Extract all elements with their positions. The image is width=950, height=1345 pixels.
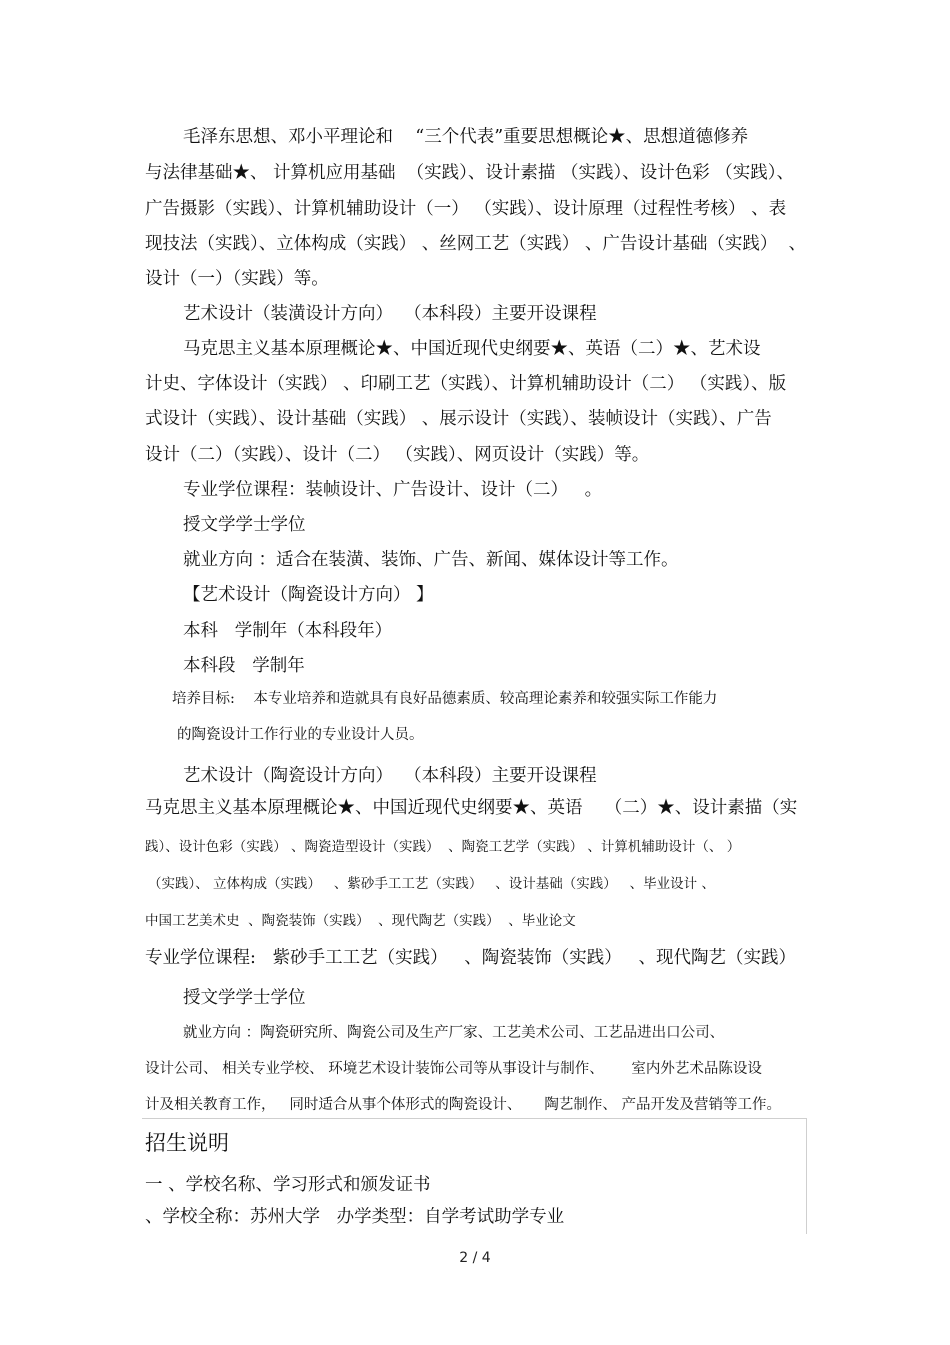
page-number: 2 / 4	[459, 1250, 491, 1266]
major-heading: 【艺术设计（陶瓷设计方向） 】	[183, 585, 434, 605]
text-line: 本科段 学制年	[183, 656, 305, 676]
text-line: （实践）、 立体构成（实践） 、紫砂手工工艺（实践） 、设计基础（实践） 、毕业设计 、	[148, 876, 715, 892]
text-line: 毛泽东思想、邓小平理论和 “三个代表”重要思想概论★、思想道德修养	[183, 127, 749, 147]
text-line: 马克思主义基本原理概论★、中国近现代史纲要★、英语（二）★、艺术设	[183, 339, 761, 359]
text-line: 设计公司、 相关专业学校、 环境艺术设计装饰公司等从事设计与制作、 室内外艺术品陈设设	[145, 1061, 762, 1077]
section-line: 、学校全称：苏州大学 办学类型：自学考试助学专业	[145, 1207, 565, 1227]
text-line: 式设计（实践）、设计基础（实践） 、展示设计（实践）、装帧设计（实践）、广告	[145, 409, 772, 429]
text-line: 现技法（实践）、立体构成（实践） 、丝网工艺（实践） 、广告设计基础（实践） 、	[145, 234, 806, 254]
text-line: 的陶瓷设计工作行业的专业设计人员。	[177, 727, 424, 743]
text-line: 中国工艺美术史 、陶瓷装饰（实践） 、现代陶艺（实践） 、毕业论文	[145, 913, 576, 929]
employment-text: 就业方向 ：适合在装潢、装饰、广告、新闻、媒体设计等工作。	[183, 550, 679, 570]
text-line: 广告摄影（实践）、计算机辅助设计（一） （实践）、设计原理（过程性考核） 、表	[145, 199, 787, 219]
text-line: 设计（二）（实践）、设计（二） （实践）、网页设计（实践）等。	[145, 445, 650, 465]
text-line: 马克思主义基本原理概论★、中国近现代史纲要★、英语 （二）★、设计素描（实	[145, 798, 798, 818]
text-line: 计及相关教育工作， 同时适合从事个体形式的陶瓷设计、 陶艺制作、 产品开发及营销等工作。	[145, 1097, 781, 1113]
section-line: 一 、学校名称、学习形式和颁发证书	[145, 1175, 431, 1195]
section-title: 招生说明	[145, 1131, 229, 1155]
employment-text: 就业方向 ：陶瓷研究所、陶瓷公司及生产厂家、工艺美术公司、工艺品进出口公司、	[183, 1025, 725, 1041]
text-line: 践）、设计色彩（实践） 、陶瓷造型设计（实践） 、陶瓷工艺学（实践） 、计算机辅助设计（、 ）	[145, 839, 741, 855]
course-heading: 艺术设计（陶瓷设计方向） （本科段）主要开设课程	[183, 766, 597, 786]
degree-courses: 专业学位课程：装帧设计、广告设计、设计（二） 。	[183, 480, 603, 500]
degree-text: 授文学学士学位	[183, 988, 306, 1008]
text-line: 与法律基础★、 计算机应用基础 （实践）、设计素描 （实践）、设计色彩 （实践）、	[145, 163, 795, 183]
training-goal: 培养目标: 本专业培养和造就具有良好品德素质、较高理论素养和较强实际工作能力	[172, 691, 718, 707]
text-line: 设计（一）（实践）等。	[145, 269, 329, 289]
text-line: 本科 学制年（本科段年）	[183, 621, 393, 641]
degree-text: 授文学学士学位	[183, 515, 306, 535]
course-heading: 艺术设计（装潢设计方向） （本科段）主要开设课程	[183, 304, 597, 324]
degree-courses: 专业学位课程: 紫砂手工工艺（实践） 、陶瓷装饰（实践） 、现代陶艺（实践）	[145, 948, 796, 968]
text-line: 计史、字体设计（实践） 、印刷工艺（实践）、计算机辅助设计（二） （实践）、版	[145, 374, 787, 394]
